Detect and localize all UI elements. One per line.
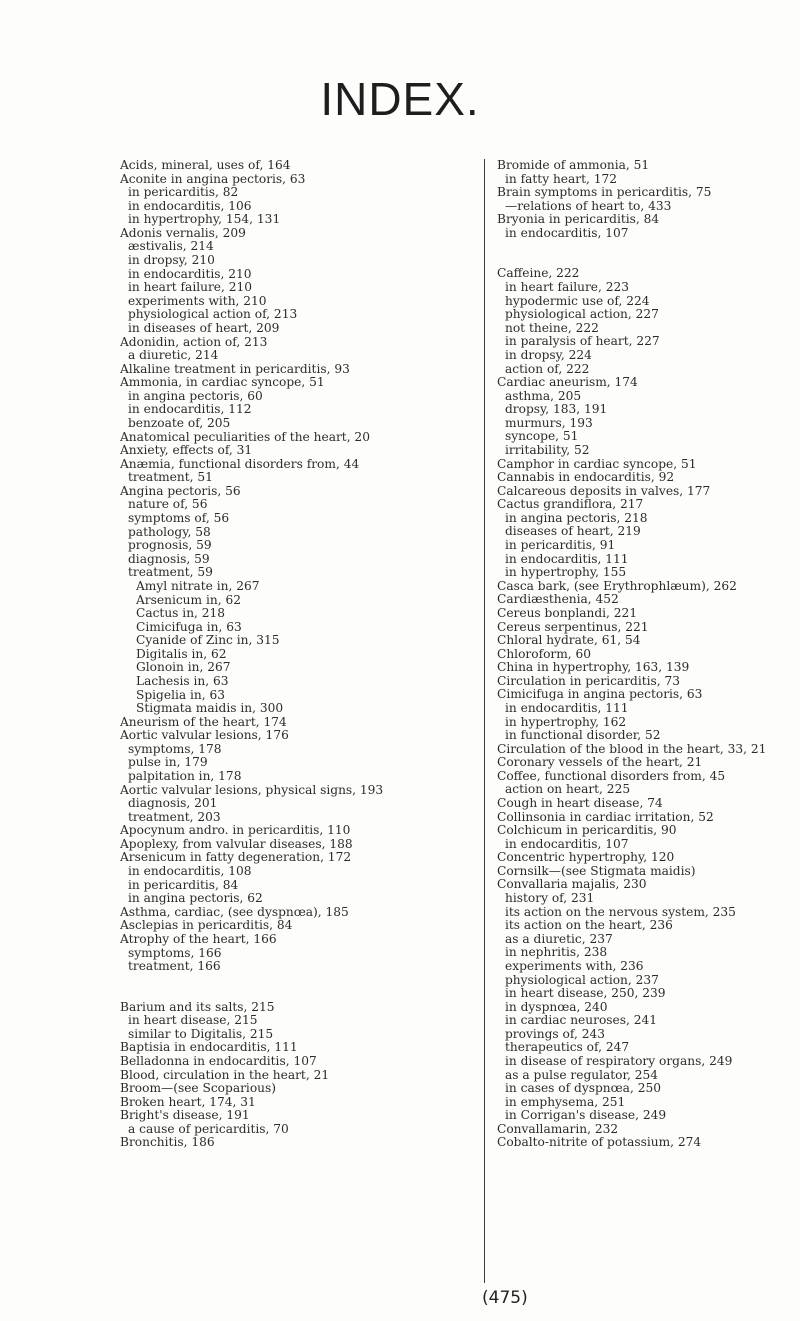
index-entry: Brain symptoms in pericarditis, 75 xyxy=(497,185,712,200)
index-subentry: hypodermic use of, 224 xyxy=(505,293,650,308)
index-entry: Convallamarin, 232 xyxy=(497,1121,619,1136)
page-number: (475) xyxy=(482,1288,528,1308)
index-entry: Atrophy of the heart, 166 xyxy=(120,931,277,946)
section-gap xyxy=(497,240,797,267)
index-entry: Cereus bonplandi, 221 xyxy=(497,605,638,620)
index-subentry: Spigelia in, 63 xyxy=(136,687,226,702)
index-subentry: a diuretic, 214 xyxy=(128,348,219,363)
index-entry: Bronchitis, 186 xyxy=(120,1135,215,1150)
index-entry: China in hypertrophy, 163, 139 xyxy=(497,660,690,675)
index-subentry: treatment, 203 xyxy=(128,809,221,824)
index-subentry: in heart failure, 210 xyxy=(128,280,253,295)
index-subentry: in cases of dyspnœa, 250 xyxy=(505,1081,661,1096)
index-subentry: prognosis, 59 xyxy=(128,538,212,553)
index-entry: Calcareous deposits in valves, 177 xyxy=(497,483,711,498)
index-subentry: in endocarditis, 112 xyxy=(128,402,252,417)
index-subentry: in pericarditis, 82 xyxy=(128,185,239,200)
index-entry: Cough in heart disease, 74 xyxy=(497,796,663,811)
index-subentry: irritability, 52 xyxy=(505,442,590,457)
index-subentry: in endocarditis, 111 xyxy=(505,551,629,566)
index-subentry: its action on the nervous system, 235 xyxy=(505,904,736,919)
index-entry: Blood, circulation in the heart, 21 xyxy=(120,1067,330,1082)
index-subentry: in fatty heart, 172 xyxy=(505,171,618,186)
index-subentry: palpitation in, 178 xyxy=(128,769,242,784)
index-subentry: dropsy, 183, 191 xyxy=(505,402,608,417)
index-subentry: Digitalis in, 62 xyxy=(136,646,227,661)
index-subentry: in dropsy, 210 xyxy=(128,253,215,268)
index-subentry: pulse in, 179 xyxy=(128,755,208,770)
index-entry: Broom—(see Scoparious) xyxy=(120,1081,277,1096)
index-subentry: Glonoin in, 267 xyxy=(136,660,231,675)
section-gap xyxy=(120,974,475,1001)
index-subentry: in Corrigan's disease, 249 xyxy=(505,1108,667,1123)
index-entry: Barium and its salts, 215 xyxy=(120,999,275,1014)
index-subentry: provings of, 243 xyxy=(505,1026,605,1041)
index-subentry: Amyl nitrate in, 267 xyxy=(136,578,260,593)
index-subentry: Cyanide of Zinc in, 315 xyxy=(136,633,280,648)
index-entry: Concentric hypertrophy, 120 xyxy=(497,850,675,865)
index-entry: Cardiæsthenia, 452 xyxy=(497,592,619,607)
index-subentry: similar to Digitalis, 215 xyxy=(128,1026,274,1041)
index-entry: Cereus serpentinus, 221 xyxy=(497,619,649,634)
index-subentry: action of, 222 xyxy=(505,361,590,376)
index-subentry: in emphysema, 251 xyxy=(505,1094,626,1109)
index-subentry: history of, 231 xyxy=(505,891,595,906)
index-subentry: in pericarditis, 91 xyxy=(505,538,616,553)
index-subentry: not theine, 222 xyxy=(505,320,599,335)
index-subentry: in dyspnœa, 240 xyxy=(505,999,608,1014)
index-subentry: symptoms of, 56 xyxy=(128,511,230,526)
index-subentry: in heart disease, 215 xyxy=(128,1013,258,1028)
index-subentry: experiments with, 236 xyxy=(505,958,644,973)
index-entry: Camphor in cardiac syncope, 51 xyxy=(497,456,697,471)
index-entry: Colchicum in pericarditis, 90 xyxy=(497,823,677,838)
index-column-left xyxy=(120,159,475,1150)
index-subentry: experiments with, 210 xyxy=(128,293,267,308)
index-subentry: in angina pectoris, 60 xyxy=(128,388,263,403)
index-subentry: diseases of heart, 219 xyxy=(505,524,641,539)
page-title: INDEX. xyxy=(320,73,480,125)
index-subentry: in diseases of heart, 209 xyxy=(128,320,280,335)
index-entry: Arsenicum in fatty degeneration, 172 xyxy=(120,850,352,865)
index-subentry: in cardiac neuroses, 241 xyxy=(505,1013,658,1028)
index-subentry: action on heart, 225 xyxy=(505,782,631,797)
index-entry: Circulation of the blood in the heart, 33, 21 xyxy=(497,741,767,756)
index-entry: Chloroform, 60 xyxy=(497,646,592,661)
index-subentry: in disease of respiratory organs, 249 xyxy=(505,1054,733,1068)
column-divider xyxy=(484,159,485,1283)
index-subentry: in endocarditis, 107 xyxy=(505,836,629,851)
index-subentry: in angina pectoris, 218 xyxy=(505,510,648,525)
index-subentry: therapeutics of, 247 xyxy=(505,1040,630,1055)
index-entry: Asclepias in pericarditis, 84 xyxy=(120,918,293,933)
index-subentry: Lachesis in, 63 xyxy=(136,673,229,688)
index-entry: Adonis vernalis, 209 xyxy=(120,225,246,240)
index-subentry: physiological action, 227 xyxy=(505,307,659,322)
index-subentry: nature of, 56 xyxy=(128,497,208,512)
index-subentry: physiological action, 237 xyxy=(505,972,659,987)
index-subentry: in hypertrophy, 154, 131 xyxy=(128,212,281,227)
index-subentry: asthma, 205 xyxy=(505,388,582,403)
index-subentry: symptoms, 166 xyxy=(128,945,222,960)
index-entry: Coffee, functional disorders from, 45 xyxy=(497,768,726,783)
index-entry: Bryonia in pericarditis, 84 xyxy=(497,212,660,227)
index-subentry: diagnosis, 59 xyxy=(128,551,210,566)
index-subentry: in pericarditis, 84 xyxy=(128,877,239,892)
index-entry: Belladonna in endocarditis, 107 xyxy=(120,1054,317,1068)
index-subentry: in hypertrophy, 155 xyxy=(505,565,627,580)
index-subentry: physiological action of, 213 xyxy=(128,307,298,322)
index-entry: Anatomical peculiarities of the heart, 20 xyxy=(120,429,370,444)
index-entry: Aconite in angina pectoris, 63 xyxy=(120,171,306,186)
index-subentry: in endocarditis, 106 xyxy=(128,198,252,213)
index-subentry: in heart failure, 223 xyxy=(505,280,630,295)
index-entry: Alkaline treatment in pericarditis, 93 xyxy=(120,361,350,376)
index-entry: Convallaria majalis, 230 xyxy=(497,877,647,892)
index-entry: Bromide of ammonia, 51 xyxy=(497,158,650,172)
index-entry: Anæmia, functional disorders from, 44 xyxy=(120,456,360,471)
index-entry: Anxiety, effects of, 31 xyxy=(120,443,253,458)
index-entry: Coronary vessels of the heart, 21 xyxy=(497,755,703,770)
index-subentry: in nephritis, 238 xyxy=(505,945,608,960)
index-subentry: treatment, 59 xyxy=(128,565,213,580)
index-subentry: Cactus in, 218 xyxy=(136,606,226,621)
index-entry: Asthma, cardiac, (see dyspnœa), 185 xyxy=(120,904,349,919)
index-subentry: in endocarditis, 210 xyxy=(128,266,252,281)
index-entry: Cardiac aneurism, 174 xyxy=(497,375,638,390)
index-entry: Collinsonia in cardiac irritation, 52 xyxy=(497,809,714,824)
index-entry: Cannabis in endocarditis, 92 xyxy=(497,470,675,485)
index-entry: Apocynum andro. in pericarditis, 110 xyxy=(120,823,351,838)
index-subentry: symptoms, 178 xyxy=(128,741,222,756)
index-subentry: diagnosis, 201 xyxy=(128,796,218,811)
index-subentry: pathology, 58 xyxy=(128,524,211,539)
index-entry: Acids, mineral, uses of, 164 xyxy=(120,158,291,172)
index-entry: Casca bark, (see Erythrophlæum), 262 xyxy=(497,578,737,593)
index-subentry: æstivalis, 214 xyxy=(128,239,214,254)
index-subentry: syncope, 51 xyxy=(505,429,579,444)
index-subentry: benzoate of, 205 xyxy=(128,415,231,430)
index-entry: Chloral hydrate, 61, 54 xyxy=(497,633,641,648)
index-subentry: its action on the heart, 236 xyxy=(505,918,673,933)
index-subentry: a cause of pericarditis, 70 xyxy=(128,1121,289,1136)
index-entry: Aortic valvular lesions, physical signs, 193 xyxy=(120,782,384,797)
index-entry: Apoplexy, from valvular diseases, 188 xyxy=(120,836,353,851)
index-column-right xyxy=(497,159,797,1150)
index-subentry: in endocarditis, 108 xyxy=(128,864,252,879)
index-subentry: —relations of heart to, 433 xyxy=(505,198,672,213)
index-subentry: in functional disorder, 52 xyxy=(505,728,661,743)
index-subentry: in paralysis of heart, 227 xyxy=(505,334,660,349)
index-entry: Ammonia, in cardiac syncope, 51 xyxy=(120,375,325,390)
index-subentry: as a diuretic, 237 xyxy=(505,931,613,946)
index-entry: Broken heart, 174, 31 xyxy=(120,1094,256,1109)
index-subentry: Stigmata maidis in, 300 xyxy=(136,701,284,716)
index-entry: Cactus grandiflora, 217 xyxy=(497,497,644,512)
index-subentry: in angina pectoris, 62 xyxy=(128,891,263,906)
index-entry: Cimicifuga in angina pectoris, 63 xyxy=(497,687,703,702)
index-entry: Aortic valvular lesions, 176 xyxy=(120,728,289,743)
index-subentry: in endocarditis, 111 xyxy=(505,700,629,715)
index-entry: Cobalto-nitrite of potassium, 274 xyxy=(497,1135,702,1150)
index-subentry: in hypertrophy, 162 xyxy=(505,714,627,729)
index-entry: Cornsilk—(see Stigmata maidis) xyxy=(497,863,696,878)
index-subentry: in endocarditis, 107 xyxy=(505,225,629,240)
index-subentry: in heart disease, 250, 239 xyxy=(505,986,666,1001)
index-entry: Baptisia in endocarditis, 111 xyxy=(120,1040,298,1055)
index-subentry: Cimicifuga in, 63 xyxy=(136,619,242,634)
index-entry: Caffeine, 222 xyxy=(497,266,580,281)
index-subentry: murmurs, 193 xyxy=(505,415,593,430)
index-subentry: Arsenicum in, 62 xyxy=(136,592,241,607)
index-subentry: treatment, 51 xyxy=(128,470,213,485)
index-subentry: as a pulse regulator, 254 xyxy=(505,1067,659,1082)
index-subentry: treatment, 166 xyxy=(128,959,221,974)
index-entry: Aneurism of the heart, 174 xyxy=(120,714,287,729)
index-entry: Angina pectoris, 56 xyxy=(120,483,241,498)
index-entry: Circulation in pericarditis, 73 xyxy=(497,673,681,688)
index-entry: Adonidin, action of, 213 xyxy=(120,334,268,349)
index-subentry: in dropsy, 224 xyxy=(505,347,592,362)
index-entry: Bright's disease, 191 xyxy=(120,1108,250,1123)
